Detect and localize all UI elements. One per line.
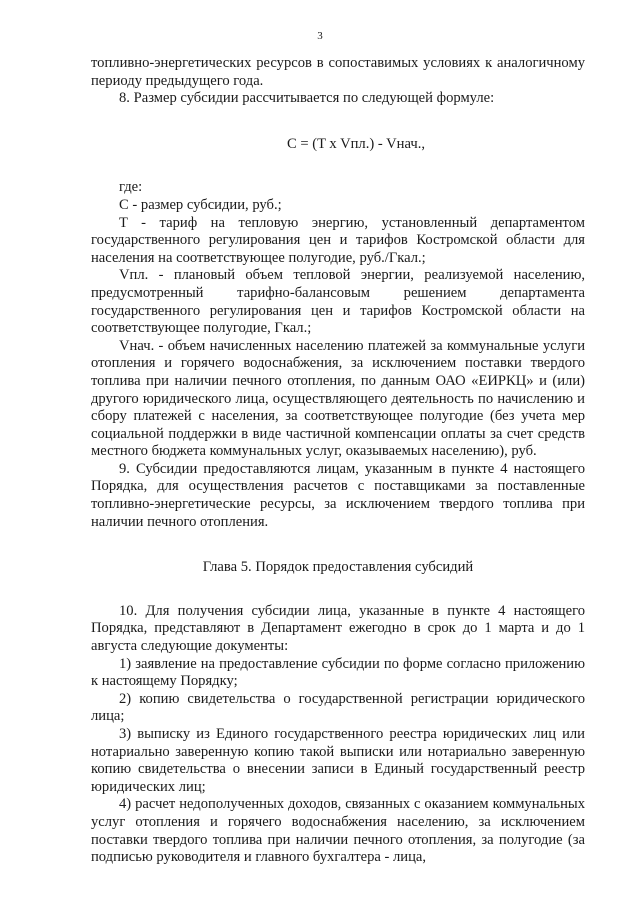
paragraph-continuation: топливно-энергетических ресурсов в сопоставимых условиях к аналогичному периоду предыдущего года. — [91, 55, 585, 89]
page-number: 3 — [317, 30, 323, 42]
paragraph-9: 9. Субсидии предоставляются лицам, указанным в пункте 4 настоящего Порядка, для осуществления расчетов с поставщиками за поставленные топливно-энергетические ресурсы, за исключением твердого топлива при наличии печного отопления. — [91, 460, 585, 530]
paragraph-8: 8. Размер субсидии рассчитывается по следующей формуле: — [119, 90, 495, 107]
paragraph-10: 10. Для получения субсидии лица, указанные в пункте 4 настоящего Порядка, представляют в Департамент ежегодно в срок до 1 марта и до 1 августа следующие документы: — [91, 602, 585, 655]
definition-vpl: Vпл. - плановый объем тепловой энергии, реализуемой населению, предусмотренный тарифно-балансовым решением департамента государственного регулирования цен и тарифов Костромской области на соответствующее полугодие, Гкал.; — [91, 267, 585, 337]
list-item-4: 4) расчет недополученных доходов, связанных с оказанием коммунальных услуг отопления и горячего водоснабжения населению, за исключением поставки твердого топлива при наличии печного отопления, за полугодие (за подписью руководителя и главного бухгалтера - лица, — [91, 796, 585, 866]
document-body — [91, 55, 585, 867]
definition-c: C - размер субсидии, руб.; — [119, 196, 282, 213]
list-item-2: 2) копию свидетельства о государственной регистрации юридического лица; — [91, 690, 585, 725]
definition-t: T - тариф на тепловую энергию, установленный департаментом государственного регулирования цен и тарифов Костромской области для населения на соответствующее полугодие, руб./Гкал.; — [91, 214, 585, 266]
list-item-3: 3) выписку из Единого государственного реестра юридических лиц или нотариально заверенную копию такой выписки или нотариально заверенную копию свидетельства о внесении записи в Единый государственный реестр юридических лиц; — [91, 726, 585, 795]
chapter-heading: Глава 5. Порядок предоставления субсидий — [202, 559, 474, 576]
list-item-1: 1) заявление на предоставление субсидии по форме согласно приложению к настоящему Порядку; — [91, 655, 585, 690]
subsidy-formula: C = (T x Vпл.) - Vнач., — [286, 135, 425, 152]
definition-vnach: Vнач. - объем начисленных населению платежей за коммунальные услуги отопления и горячего водоснабжения, за исключением поставки твердого топлива при наличии печного отопления, по данным ОАО «ЕИРКЦ» и (или) другого юридического лица, осуществляющего деятельность по начислению и сбору платежей с населения, за соответствующее полугодие (без учета мер социальной поддержки в виде частичной компенсации оплаты за счет средств местного бюджета коммунальных услуг, оказываемых населению), руб. — [91, 337, 585, 460]
where-label: где: — [119, 179, 143, 196]
